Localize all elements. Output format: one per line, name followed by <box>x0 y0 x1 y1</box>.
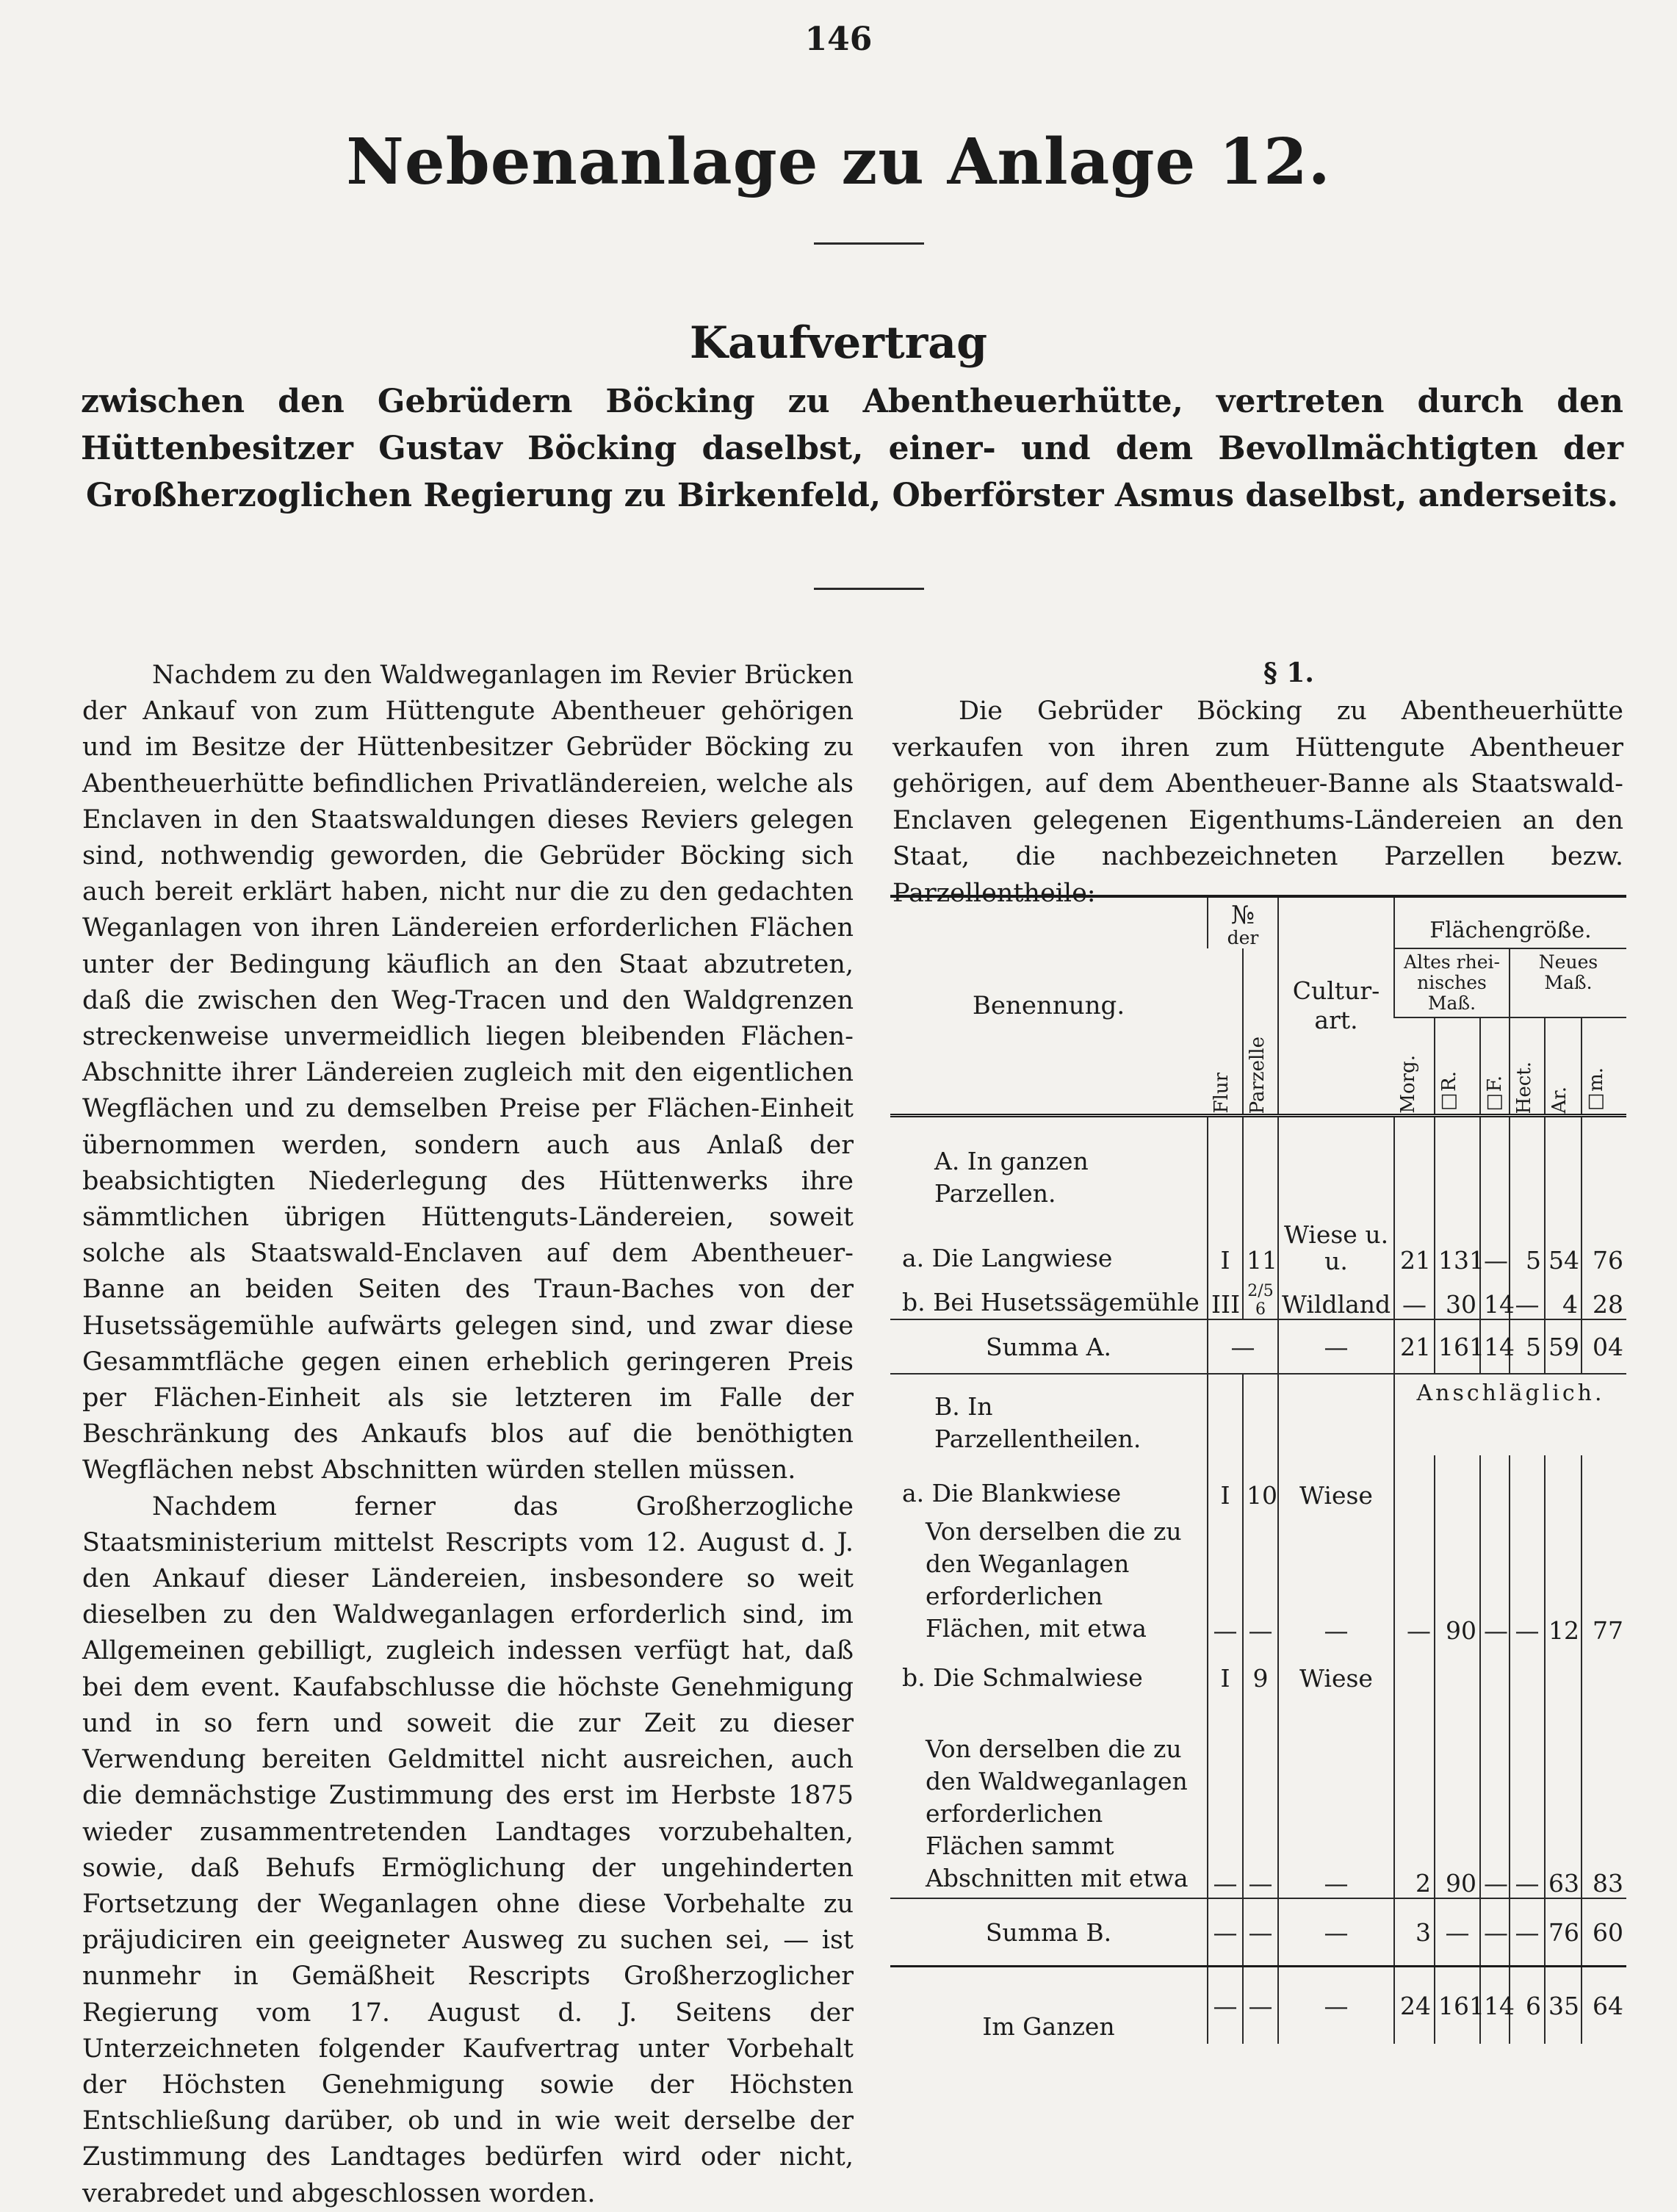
header-morg: Morg. <box>1397 1055 1419 1114</box>
row-b1-sub-flur: — <box>1208 1510 1243 1645</box>
row-b1-parz: 10 <box>1243 1455 1278 1510</box>
row-a1-qf: — <box>1480 1222 1510 1275</box>
row-a2-ar: 4 <box>1545 1275 1582 1319</box>
sum-b-qr: — <box>1435 1898 1480 1967</box>
section-heading: § 1. <box>1263 658 1314 688</box>
row-b2-label: b. Die Schmalwiese <box>902 1663 1143 1692</box>
total-qr: 161 <box>1435 1967 1480 2045</box>
header-qm-cell <box>1582 1017 1626 1116</box>
row-a1-parz: 11 <box>1243 1222 1278 1275</box>
row-a2-parz: 2/5 6 <box>1243 1275 1278 1319</box>
total-qf: 14 <box>1480 1967 1510 2045</box>
sum-b-hect: — <box>1510 1898 1545 1967</box>
row-b2-sub-cult: — <box>1278 1711 1394 1898</box>
total-flur: — <box>1208 1967 1243 2045</box>
preamble-column <box>82 658 854 2212</box>
row-b2-sub-ar: 63 <box>1545 1711 1582 1898</box>
header-hect: Hect. <box>1513 1061 1535 1114</box>
sum-b-label: Summa B. <box>890 1898 1208 1967</box>
sum-a-flur: — <box>1208 1319 1278 1374</box>
page-number: 146 <box>804 21 873 58</box>
group-b-row <box>890 1374 1626 1455</box>
sum-b-parz: — <box>1243 1898 1278 1967</box>
row-b1-sub-morg: — <box>1394 1510 1435 1645</box>
row-a1-flur: I <box>1208 1222 1243 1275</box>
sum-a-ar: 59 <box>1545 1319 1582 1374</box>
row-b2-sub-label: Von derselben die zu den Waldweganlagen erforderlichen Flächen sammt Abschnitten mit etwa <box>926 1734 1189 1892</box>
sum-a-label: Summa A. <box>890 1319 1208 1374</box>
header-parzelle-cell <box>1243 948 1278 1116</box>
header-qf-cell <box>1480 1017 1510 1116</box>
row-b1-sub-qr: 90 <box>1435 1510 1480 1645</box>
header-nr <box>1208 896 1278 948</box>
header-nr-symbol: № <box>1230 901 1255 930</box>
header-neues: Neues <box>1538 951 1598 973</box>
row-b2-sub-qr: 90 <box>1435 1711 1480 1898</box>
total-qm: 64 <box>1582 1967 1626 2045</box>
table-row-b2-sub <box>890 1711 1626 1898</box>
row-a1-morg: 21 <box>1394 1222 1435 1275</box>
preamble-paragraph-2: Nachdem ferner das Großherzogliche Staatsministerium mittelst Rescripts vom 12. August d. J. den Ankauf dieser Ländereien, insbesondere so weit dieselben zu den Waldweganlagen erforderlich sind, im Allgemeinen gebilligt, zugleich indessen verfügt hat, daß bei dem event. Kaufabschlusse die höchste Genehmigung und in so fern und soweit die zur Zeit zu dieser Verwendung bereiten Geldmittel nicht ausreichen, auch die demnächstige Zustimmung des erst im Herbste 1875 wieder zusammentretenden Landtages vorzubehalten, sowie, daß Behufs Ermöglichung der ungehinderten Fortsetzung der Weganlagen ohne diese Vorbehalte zu präjudiciren ein geeigneter Ausweg zu suchen sei, — ist nunmehr in Gemäßheit Rescripts Großherzoglicher Regierung vom 17. August d. J. Seitens der Unterzeichneten folgender Kaufvertrag unter Vorbehalt der Höchsten Genehmigung sowie der Höchsten Entschließung darüber, ob und in wie weit derselbe der Zustimmung des Landtages bedürfen wird oder nicht, verabredet und abgeschlossen worden. <box>82 1491 854 2208</box>
row-a2-hect: — <box>1510 1275 1545 1319</box>
row-a1-ar: 54 <box>1545 1222 1582 1275</box>
row-b1-sub-label: Von derselben die zu den Weganlagen erforderlichen Flächen, mit etwa <box>926 1517 1182 1643</box>
row-b1-label: a. Die Blankwiese <box>902 1479 1122 1507</box>
header-qr-cell <box>1435 1017 1480 1116</box>
total-label: Im Ganzen <box>890 1967 1208 2045</box>
header-ar-cell <box>1545 1017 1582 1116</box>
header-neues-2: Maß. <box>1544 972 1593 993</box>
row-b2-sub-qm: 83 <box>1582 1711 1626 1898</box>
row-a1-hect: 5 <box>1510 1222 1545 1275</box>
preamble-paragraph-1: Nachdem zu den Waldweganlagen im Revier Brücken der Ankauf von zum Hüttengute Abentheuer gehörigen und im Besitze der Hüttenbesitzer Gebrüder Böcking zu Abentheuerhütte befindlichen Privatländereien, welche als Enclaven in den Staatswaldungen dieses Reviers gelegen sind, nothwendig geworden, die Gebrüder Böcking sich auch bereit erklärt haben, nicht nur die zu den gedachten Weganlagen von ihren Ländereien erforderlichen Flächen unter der Bedingung käuflich an den Staat abzutreten, daß die zwischen den Weg-Tracen und den Waldgrenzen streckenweise unvermeidlich liegen bleibenden Flächen-Abschnitte ihrer Ländereien zugleich mit den eigentlichen Wegflächen und zu demselben Preise per Flächen-Einheit übernommen werden, sondern auch aus Anlaß der beabsichtigten Niederlegung des Hüttenwerks ihre sämmtlichen übrigen Hüttenguts-Ländereien, soweit solche als Staatswald-Enclaven auf dem Abentheuer-Banne an beiden Seiten des Traun-Baches von der Husetssägemühle aufwärts gelegen sind, und zwar diese Gesammtfläche gegen einen erheblich geringeren Preis per Flächen-Einheit als sie letzteren im Falle der Beschränkung des Ankaufs blos auf die benöthigten Wegflächen nebst Abschnitten würden stellen müssen. <box>82 660 854 1485</box>
table-row-b1 <box>890 1455 1626 1510</box>
row-b2-sub-parz: — <box>1243 1711 1278 1898</box>
row-b2-parz: 9 <box>1243 1645 1278 1711</box>
group-a-row <box>890 1116 1626 1222</box>
header-flur: Flur <box>1211 1073 1233 1114</box>
header-der: der <box>1227 927 1259 948</box>
contract-title: Kaufvertrag <box>689 317 988 369</box>
table-row-sum-a <box>890 1319 1626 1374</box>
header-altes: Altes rhei- <box>1404 951 1500 973</box>
page-title: Nebenanlage zu Anlage 12. <box>346 125 1331 199</box>
header-qm: □m. <box>1585 1067 1607 1114</box>
row-b1-sub-ar: 12 <box>1545 1510 1582 1645</box>
header-hect-cell <box>1510 1017 1545 1116</box>
row-b1-sub-cult: — <box>1278 1510 1394 1645</box>
table-row-b1-sub <box>890 1510 1626 1645</box>
table-row-b2 <box>890 1645 1626 1711</box>
header-benennung: Benennung. <box>890 896 1208 1116</box>
section-intro: Die Gebrüder Böcking zu Abentheuerhütte verkaufen von ihren zum Hüttengute Abentheuer gehörigen, auf dem Abentheuer-Banne als Staatswald-Enclaven gelegenen Eigenthums-Ländereien an den Staat, die nachbezeichneten Parzellen bezw. Parzellentheile: <box>892 696 1623 908</box>
total-cult: — <box>1278 1967 1394 2045</box>
table-row-sum-b <box>890 1898 1626 1967</box>
header-qr: □R. <box>1438 1071 1460 1114</box>
contract-parties: zwischen den Gebrüdern Böcking zu Abentheuerhütte, vertreten durch den Hüttenbesitzer Gustav Böcking daselbst, einer- und dem Bevollmächtigten der Großherzoglichen Regierung zu Birkenfeld, Oberförster Asmus daselbst, anderseits. <box>81 383 1623 514</box>
row-b2-cult: Wiese <box>1278 1645 1394 1711</box>
group-b-title: B. In Parzellentheilen. <box>934 1392 1142 1453</box>
total-parz: — <box>1243 1967 1278 2045</box>
sum-b-cult: — <box>1278 1898 1394 1967</box>
header-cultur: Cultur- <box>1292 976 1380 1005</box>
header-flaechengroesse: Flächengröße. <box>1394 896 1626 948</box>
header-ar: Ar. <box>1548 1087 1570 1114</box>
header-altes-mass <box>1394 948 1510 1017</box>
row-a1-cult: Wiese u. u. <box>1278 1222 1394 1275</box>
row-a1-qr: 131 <box>1435 1222 1480 1275</box>
header-neues-mass <box>1510 948 1626 1017</box>
title-divider <box>814 242 924 245</box>
table-row-total <box>890 1967 1626 2045</box>
table-header-row-1 <box>890 896 1626 948</box>
sum-b-qf: — <box>1480 1898 1510 1967</box>
row-b2-sub-flur: — <box>1208 1711 1243 1898</box>
total-ar: 35 <box>1545 1967 1582 2045</box>
header-altes-2: nisches Maß. <box>1417 972 1487 1014</box>
parties-divider <box>814 588 924 590</box>
header-qf: □F. <box>1484 1075 1506 1114</box>
row-b2-sub-morg: 2 <box>1394 1711 1435 1898</box>
sum-a-qm: 04 <box>1582 1319 1626 1374</box>
row-b1-sub-hect: — <box>1510 1510 1545 1645</box>
sum-b-ar: 76 <box>1545 1898 1582 1967</box>
total-hect: 6 <box>1510 1967 1545 2045</box>
row-a2-cult: Wildland <box>1278 1275 1394 1319</box>
header-culturart <box>1278 896 1394 1116</box>
group-a-title: A. In ganzen Parzellen. <box>890 1116 1208 1222</box>
header-morg-cell <box>1394 1017 1435 1116</box>
row-a1-label: a. Die Langwiese <box>902 1244 1113 1272</box>
sum-b-morg: 3 <box>1394 1898 1435 1967</box>
sum-b-flur: — <box>1208 1898 1243 1967</box>
sum-a-qr: 161 <box>1435 1319 1480 1374</box>
row-a2-qf: 14 <box>1480 1275 1510 1319</box>
sum-a-qf: 14 <box>1480 1319 1510 1374</box>
total-morg: 24 <box>1394 1967 1435 2045</box>
row-b1-flur: I <box>1208 1455 1243 1510</box>
row-a1-qm: 76 <box>1582 1222 1626 1275</box>
row-b2-sub-hect: — <box>1510 1711 1545 1898</box>
row-b1-sub-qm: 77 <box>1582 1510 1626 1645</box>
header-parzelle: Parzelle <box>1247 1036 1269 1114</box>
header-flur-cell <box>1208 948 1243 1116</box>
row-a2-morg: — <box>1394 1275 1435 1319</box>
row-b2-flur: I <box>1208 1645 1243 1711</box>
sum-b-qm: 60 <box>1582 1898 1626 1967</box>
table-row-a1 <box>890 1222 1626 1275</box>
row-b1-cult: Wiese <box>1278 1455 1394 1510</box>
row-b2-sub-qf: — <box>1480 1711 1510 1898</box>
sum-a-hect: 5 <box>1510 1319 1545 1374</box>
row-a2-flur: III <box>1208 1275 1243 1319</box>
row-a2-qr: 30 <box>1435 1275 1480 1319</box>
row-a2-label: b. Bei Husetssägemühle <box>902 1288 1200 1316</box>
header-art: art. <box>1314 1006 1358 1034</box>
row-a2-qm: 28 <box>1582 1275 1626 1319</box>
row-b1-sub-qf: — <box>1480 1510 1510 1645</box>
row-b1-sub-parz: — <box>1243 1510 1278 1645</box>
parcel-table <box>890 895 1626 2044</box>
table-row-a2 <box>890 1275 1626 1319</box>
anschlaeglich-label: Anschläglich. <box>1394 1374 1626 1455</box>
sum-a-cult: — <box>1278 1319 1394 1374</box>
sum-a-morg: 21 <box>1394 1319 1435 1374</box>
